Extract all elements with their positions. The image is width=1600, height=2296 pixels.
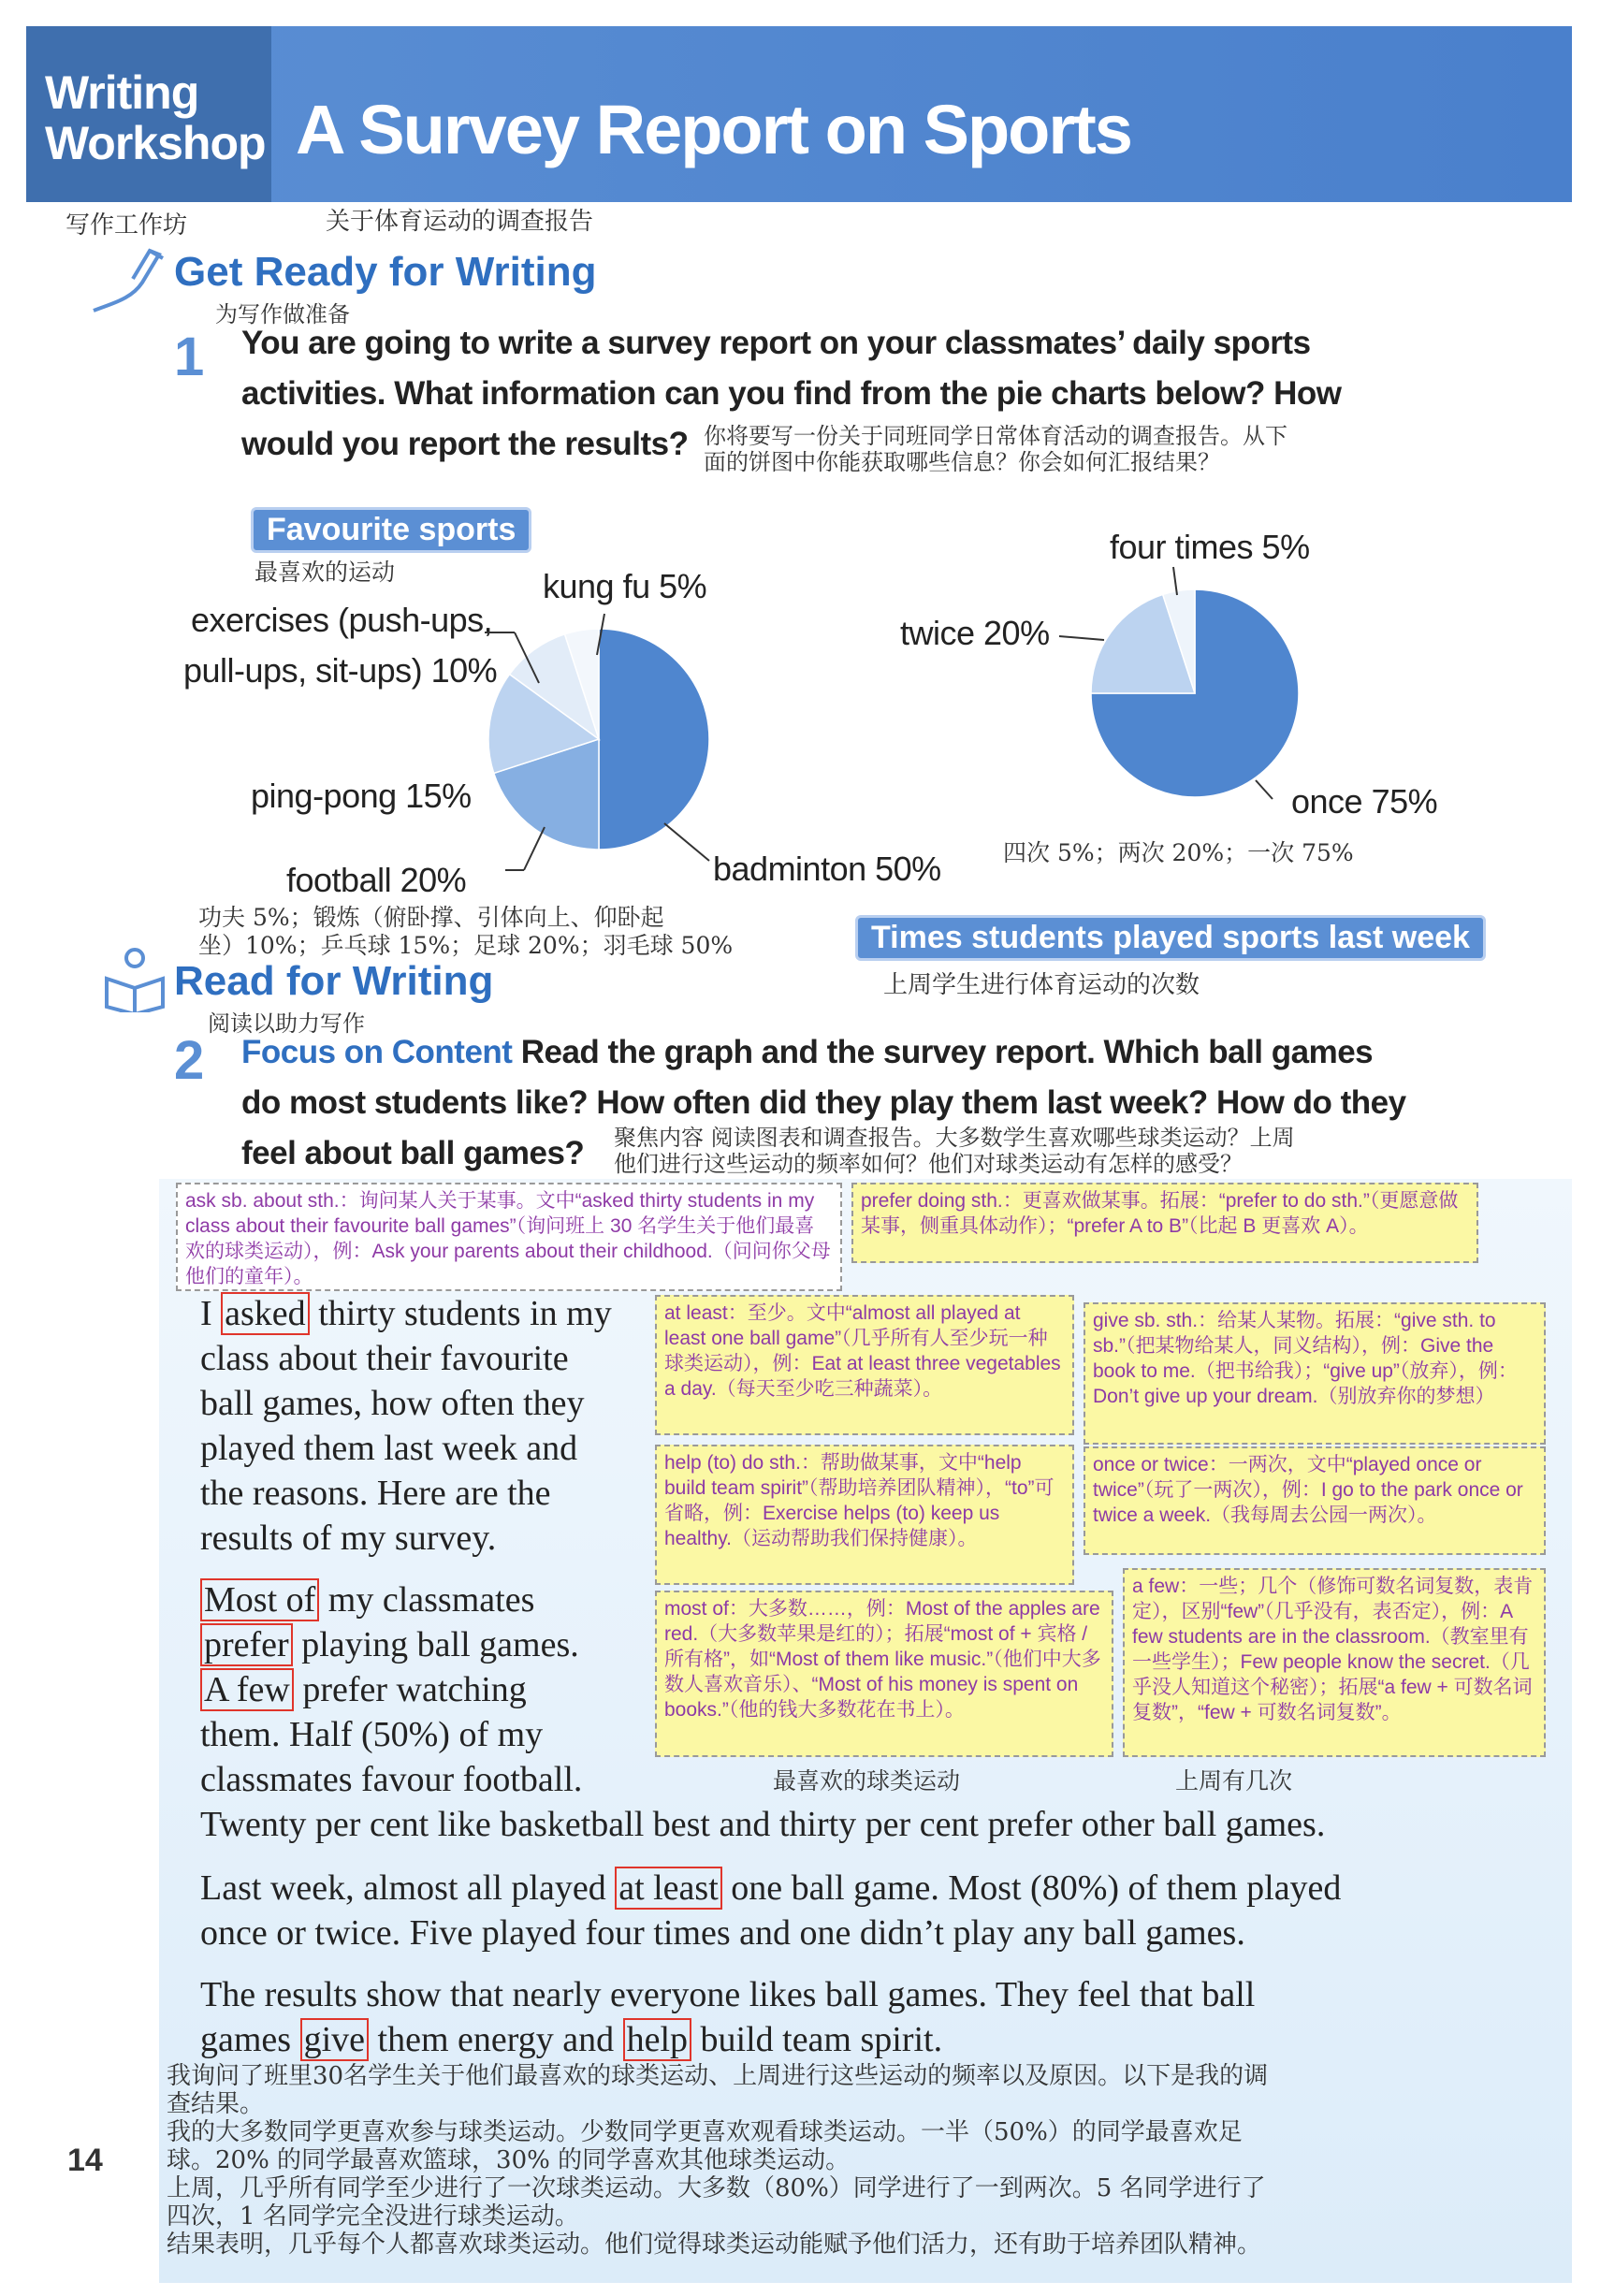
page-title: A Survey Report on Sports — [296, 91, 1131, 168]
report-paragraph-4: The results show that nearly everyone likes ball games. They feel that ball games give them energy and help build team spirit. — [200, 1975, 1256, 2059]
workshop-cn: 写作工作坊 — [65, 211, 188, 240]
report-translation: 我询问了班里30名学生关于他们最喜欢的球类运动、上周进行这些运动的频率以及原因。以下是我的调 查结果。 我的大多数同学更喜欢参与球类运动。少数同学更喜欢观看球类运动。一半（50%）的同学最喜欢足 球。20% 的同学最喜欢篮球，30% 的同学喜欢其他球类运动。 上周，几乎所有同学至少进行了一次球类运动。大多数（80%）同学进行了一到两次。5 名同学进行了 四次，1 名同学完全没进行球类运动。 结果表明，几乎每个人都喜欢球类运动。他们觉得球类运动能赋予他们活力，还有助于培养团队精神。 — [167, 2062, 1269, 2259]
page-number: 14 — [67, 2143, 103, 2178]
pencil-icon — [84, 245, 168, 320]
legend-times-cn: 四次 5%；两次 20%；一次 75% — [1003, 839, 1354, 866]
label-four-times: four times 5% — [1110, 528, 1310, 566]
highlight-asked: asked — [221, 1292, 310, 1335]
label-once: once 75% — [1291, 782, 1438, 821]
section-title-read-cn: 阅读以助力写作 — [208, 1010, 365, 1037]
label-ping-pong: ping-pong 15% — [251, 777, 472, 815]
pie1-leader-lines — [468, 599, 749, 889]
note-at-least: at least：至少。文中“almost all played at least one ball game”（几乎所有人至少玩一种球类运动），例：Eat at least three vegetables a day.（每天至少吃三种蔬菜）。 — [655, 1295, 1074, 1435]
question-2-cn: 聚焦内容 阅读图表和调查报告。大多数学生喜欢哪些球类运动？上周 他们进行这些运动的频率如何？他们对球类运动有怎样的感受？ — [614, 1125, 1295, 1177]
question-number-2: 2 — [174, 1030, 205, 1091]
chart-title-favourite-sports: Favourite sports — [251, 507, 531, 553]
chart-title-favourite-sports-cn: 最喜欢的运动 — [255, 559, 396, 586]
question-1-text: You are going to write a survey report on your classmates’ daily sports activities. What information can you find from the pie charts below? How would you report the results? — [241, 325, 1342, 462]
highlight-most-of: Most of — [200, 1578, 319, 1621]
label-badminton: badminton 50% — [713, 850, 941, 888]
caption-favourite-ball-games: 最喜欢的球类运动 — [773, 1767, 961, 1795]
note-most-of: most of：大多数……，例：Most of the apples are red.（大多数苹果是红的）；拓展“most of + 宾格 / 所有格”，如“Most of them like music.”（他们中大多数人喜欢音乐）、“Most of his money is spent on books.”（他的钱大多数花在书上）。 — [655, 1591, 1113, 1757]
label-exercises-2: pull-ups, sit-ups) 10% — [183, 651, 498, 690]
highlight-prefer: prefer — [200, 1623, 293, 1666]
label-twice: twice 20% — [900, 614, 1050, 652]
workshop-label: Writing Workshop — [45, 66, 266, 169]
note-give: give sb. sth.：给某人某物。拓展：“give sth. to sb.”（把某物给某人，同义结构），例：Give the book to me.（把书给我）；“give up”（放弃），例：Don’t give up your dream.（别放弃你的梦想） — [1084, 1302, 1546, 1445]
report-paragraph-3: Last week, almost all played at least one ball game. Most (80%) of them played once or twice. Five played four times and one didn’t play any ball games. — [200, 1868, 1342, 1953]
report-paragraph-2-end: Twenty per cent like basketball best and thirty per cent prefer other ball games. — [200, 1805, 1326, 1844]
note-prefer: prefer doing sth.：更喜欢做某事。拓展：“prefer to do sth.”（更愿意做某事，侧重具体动作）；“prefer A to B”（比起 B 更喜欢 A）。 — [851, 1183, 1478, 1263]
section-title-get-ready: Get Ready for Writing — [174, 249, 597, 295]
focus-label: Focus on Content — [241, 1034, 513, 1070]
note-help: help (to) do sth.：帮助做某事，文中“help build team spirit”（帮助培养团队精神），“to”可省略，例：Exercise helps (to) keep us healthy.（运动帮助我们保持健康）。 — [655, 1445, 1074, 1585]
note-once-or-twice: once or twice：一两次，文中“played once or twice”（玩了一两次），例：I go to the park once or twice a week.（我每周去公园一两次）。 — [1084, 1446, 1546, 1555]
report-paragraph-1: I asked thirty students in my class about their favourite ball games, how often they played them last week and the reasons. Here are the results of my survey. — [200, 1294, 612, 1558]
chart-title-times: Times students played sports last week — [855, 915, 1486, 961]
question-number-1: 1 — [174, 327, 205, 387]
question-1-cn: 你将要写一份关于同班同学日常体育活动的调查报告。从下 面的饼图中你能获取哪些信息？你会如何汇报结果？ — [704, 423, 1287, 475]
label-exercises-1: exercises (push-ups, — [191, 601, 493, 639]
note-ask: ask sb. about sth.：询问某人关于某事。文中“asked thirty students in my class about their favourite ball games”（询问班上 30 名学生关于他们最喜欢的球类运动），例：Ask your parents about their childhood.（问问你父母他们的童年）。 — [176, 1183, 842, 1291]
highlight-help: help — [623, 2018, 691, 2061]
label-kung-fu: kung fu 5% — [543, 567, 707, 605]
highlight-at-least: at least — [615, 1867, 722, 1910]
pie2-leader-lines — [1048, 561, 1329, 823]
caption-times-last-week: 上周有几次 — [1175, 1767, 1293, 1795]
label-football: football 20% — [286, 861, 467, 899]
report-paragraph-2: Most of my classmates prefer playing ball games. A few prefer watching them. Half (50%) of my classmates favour football. — [200, 1580, 583, 1799]
section-title-read: Read for Writing — [174, 958, 494, 1004]
highlight-a-few: A few — [200, 1668, 294, 1711]
title-cn: 关于体育运动的调查报告 — [326, 208, 594, 236]
chart-title-times-cn: 上周学生进行体育运动的次数 — [883, 971, 1200, 999]
note-a-few: a few：一些；几个（修饰可数名词复数，表肯定），区别“few”（几乎没有，表否定），例：A few students are in the classroom.（教室里有一些学生）；Few people know the secret.（几乎没人知道这个秘密）；拓展“a few + 可数名词复数”，“few + 可数名词复数”。 — [1123, 1568, 1546, 1757]
legend-favourite-cn: 功夫 5%；锻炼（俯卧撑、引体向上、仰卧起 坐）10%；乒乓球 15%；足球 20%；羽毛球 50% — [198, 904, 734, 959]
book-reader-icon — [101, 945, 168, 1012]
section-title-get-ready-cn: 为写作做准备 — [215, 301, 350, 327]
highlight-give: give — [300, 2018, 369, 2061]
question-2-text: Focus on Content Read the graph and the survey report. Which ball games do most students like? How often did they play them last week? How do they feel about ball games? — [241, 1034, 1406, 1171]
